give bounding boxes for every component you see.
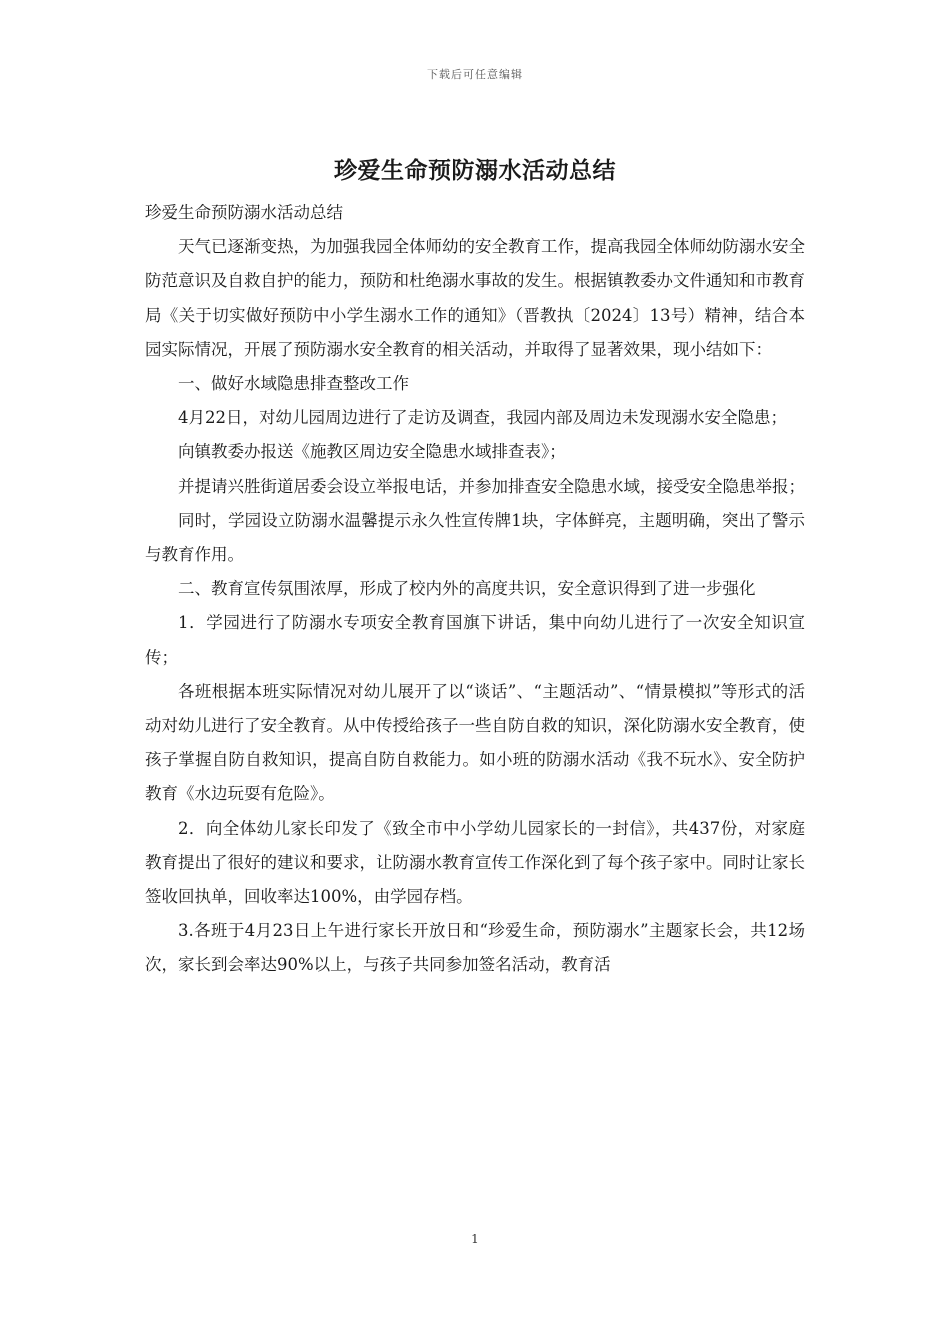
page-number: 1 [471,1232,479,1246]
paragraph: 各班根据本班实际情况对幼儿展开了以“谈话”、“主题活动”、“情景模拟”等形式的活动对幼儿进行了安全教育。从中传授给孩子一些自防自救的知识，深化防溺水安全教育，使孩子掌握自防自救知识，提高自防自救能力。如小班的防溺水活动《我不玩水》、安全防护教育《水边玩耍有危险》。 [145,681,805,804]
paragraph: 同时，学园设立防溺水温馨提示永久性宣传牌1块，字体鲜亮，主题明确，突出了警示与教育作用。 [145,510,805,565]
paragraph: 2．向全体幼儿家长印发了《致全市中小学幼儿园家长的一封信》，共437份，对家庭教育提出了很好的建议和要求，让防溺水教育宣传工作深化到了每个孩子家中。同时让家长签收回执单，回收率达100%，由学园存档。 [145,818,805,907]
header-note: 下载后可任意编辑 [427,68,523,81]
document-title: 珍爱生命预防溺水活动总结 [334,157,616,184]
paragraph: 4月22日，对幼儿园周边进行了走访及调查，我园内部及周边未发现溺水安全隐患； [178,408,787,428]
paragraph: 并提请兴胜街道居委会设立举报电话，并参加排查安全隐患水域，接受安全隐患举报； [178,476,805,496]
paragraph: 向镇教委办报送《施教区周边安全隐患水域排查表》； [178,442,566,462]
paragraph-intro: 天气已逐渐变热，为加强我园全体师幼的安全教育工作，提高我园全体师幼防溺水安全防范意识及自救自护的能力，预防和杜绝溺水事故的发生。根据镇教委办文件通知和市教育局《关于切实做好预防中小学生溺水工作的通知》（晋教执〔2024〕13号）精神，结合本园实际情况，开展了预防溺水安全教育的相关活动，并取得了显著效果，现小结如下： [145,237,805,359]
section-heading-2: 二、教育宣传氛围浓厚，形成了校内外的高度共识，安全意识得到了进一步强化 [178,579,756,599]
document-body [145,196,805,983]
paragraph: 1．学园进行了防溺水专项安全教育国旗下讲话，集中向幼儿进行了一次安全知识宣传； [145,613,805,667]
paragraph: 3.各班于4月23日上午进行家长开放日和“珍爱生命，预防溺水”主题家长会，共12场次，家长到会率达90%以上，与孩子共同参加签名活动，教育活 [145,921,805,975]
paragraph-subtitle: 珍爱生命预防溺水活动总结 [145,203,343,222]
section-heading-1: 一、做好水域隐患排查整改工作 [178,374,409,394]
